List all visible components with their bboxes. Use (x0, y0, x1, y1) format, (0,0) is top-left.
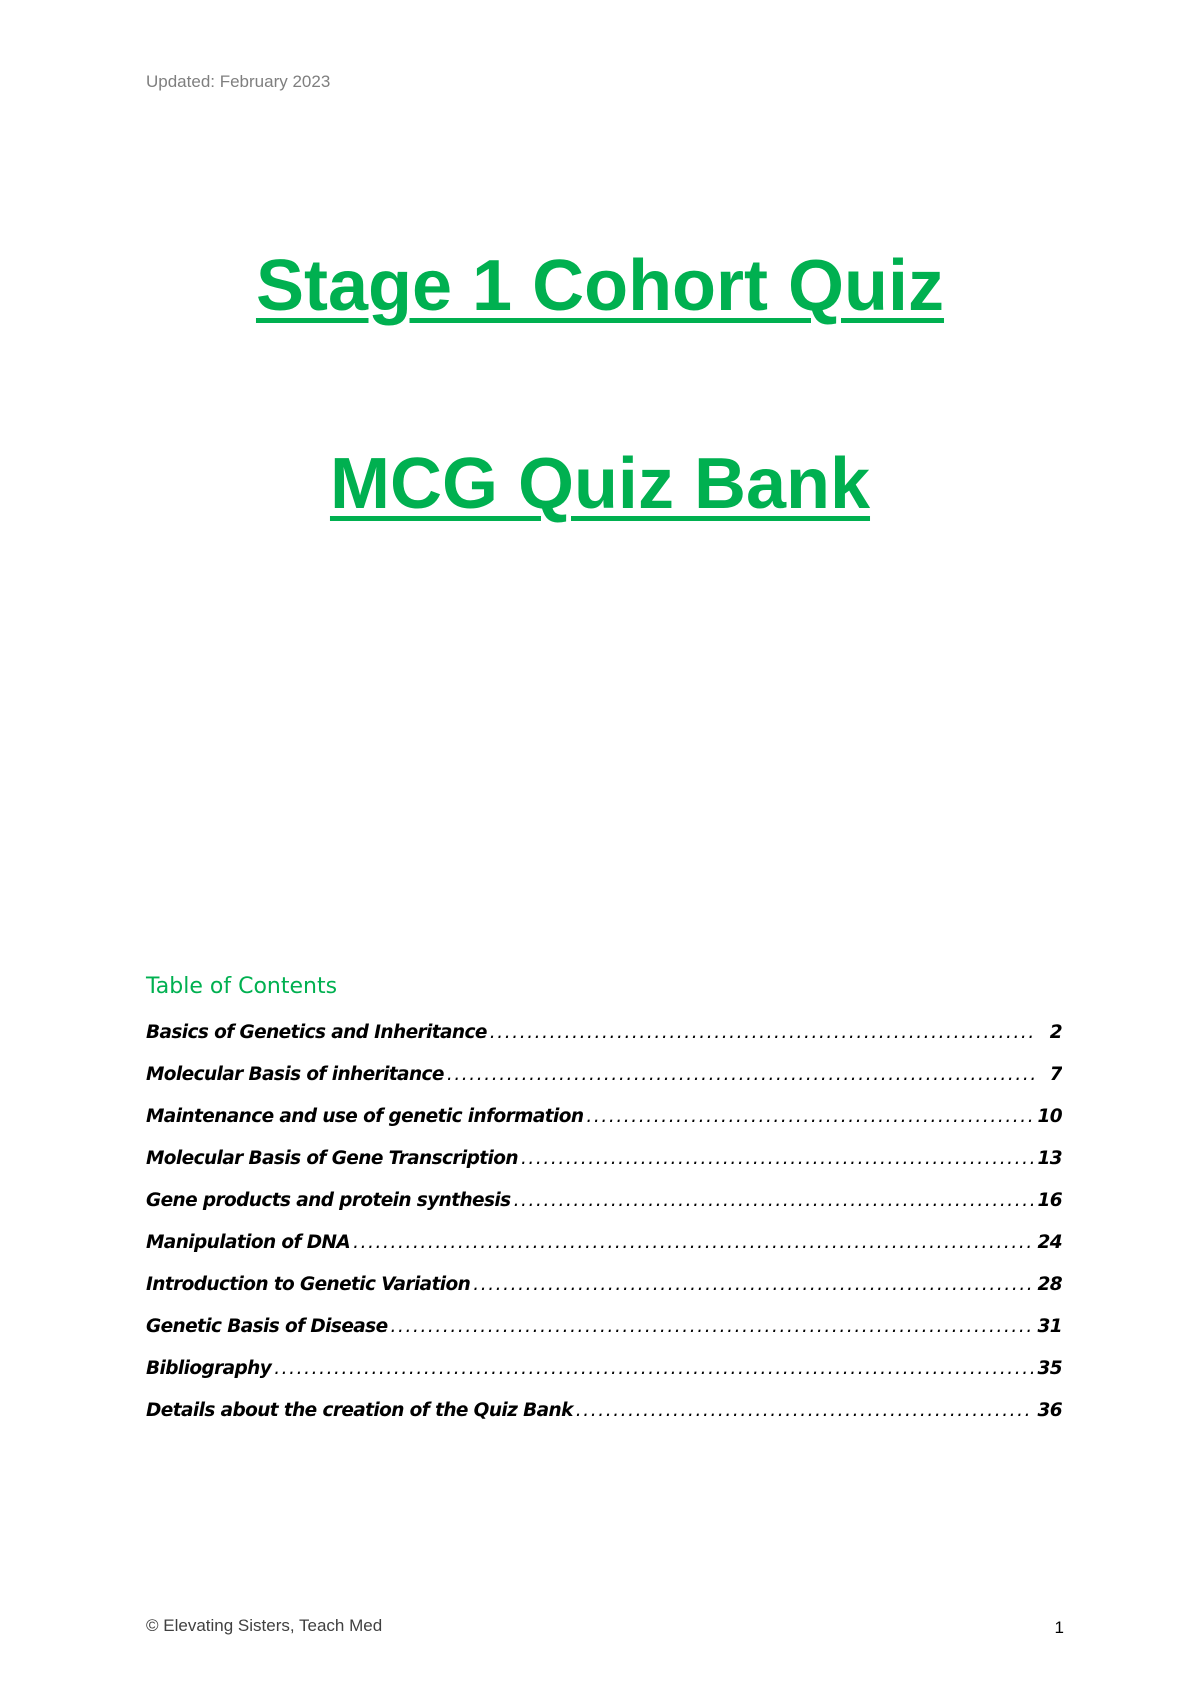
toc-entry-page: 2 (1049, 1022, 1062, 1043)
toc-entry-genetic-variation[interactable] (146, 1274, 1062, 1316)
document-title: Stage 1 Cohort Quiz (255, 246, 945, 326)
toc-entry-label: Genetic Basis of Disease (146, 1316, 388, 1337)
footer-copyright: © Elevating Sisters, Teach Med (146, 1616, 383, 1635)
toc-leader-dots (586, 1106, 1033, 1127)
toc-leader-dots (576, 1400, 1034, 1421)
toc-entry-page: 7 (1049, 1064, 1062, 1085)
toc-leader-dots (353, 1232, 1033, 1253)
toc-entry-quiz-bank-details[interactable] (146, 1400, 1062, 1442)
toc-entry-manipulation-of-dna[interactable] (146, 1232, 1062, 1274)
toc-entry-page: 35 (1037, 1358, 1062, 1379)
toc-entry-page: 36 (1037, 1400, 1062, 1421)
toc-entry-page: 24 (1037, 1232, 1062, 1253)
updated-date: Updated: February 2023 (146, 72, 331, 91)
toc-leader-dots (490, 1022, 1034, 1043)
toc-entry-page: 10 (1037, 1106, 1062, 1127)
toc-entry-basics-of-genetics[interactable] (146, 1022, 1062, 1064)
toc-entry-label: Introduction to Genetic Variation (146, 1274, 471, 1295)
toc-entry-gene-transcription[interactable] (146, 1148, 1062, 1190)
toc-entry-label: Details about the creation of the Quiz Bank (146, 1400, 573, 1421)
toc-entry-page: 16 (1037, 1190, 1062, 1211)
toc-leader-dots (473, 1274, 1033, 1295)
toc-entry-molecular-basis-inheritance[interactable] (146, 1064, 1062, 1106)
toc-leader-dots (521, 1148, 1034, 1169)
toc-heading: Table of Contents (146, 974, 338, 999)
toc-leader-dots (391, 1316, 1034, 1337)
toc-entry-gene-products[interactable] (146, 1190, 1062, 1232)
toc-entry-maintenance-genetic-information[interactable] (146, 1106, 1062, 1148)
toc-entry-label: Maintenance and use of genetic information (146, 1106, 584, 1127)
toc-leader-dots (514, 1190, 1034, 1211)
toc-entry-page: 31 (1037, 1316, 1062, 1337)
toc-entry-label: Gene products and protein synthesis (146, 1190, 511, 1211)
toc-entry-label: Basics of Genetics and Inheritance (146, 1022, 487, 1043)
toc-leader-dots (274, 1358, 1033, 1379)
toc-entry-label: Manipulation of DNA (146, 1232, 351, 1253)
footer-page-number: 1 (1054, 1618, 1064, 1637)
toc-leader-dots (447, 1064, 1034, 1085)
toc-entry-bibliography[interactable] (146, 1358, 1062, 1400)
toc-entry-genetic-basis-of-disease[interactable] (146, 1316, 1062, 1358)
toc-entry-label: Molecular Basis of Gene Transcription (146, 1148, 518, 1169)
toc-entry-label: Bibliography (146, 1358, 272, 1379)
toc-entry-page: 28 (1037, 1274, 1062, 1295)
toc-entry-page: 13 (1037, 1148, 1062, 1169)
toc-entry-label: Molecular Basis of inheritance (146, 1064, 444, 1085)
document-subtitle: MCG Quiz Bank (329, 444, 871, 524)
table-of-contents (146, 1022, 1062, 1442)
